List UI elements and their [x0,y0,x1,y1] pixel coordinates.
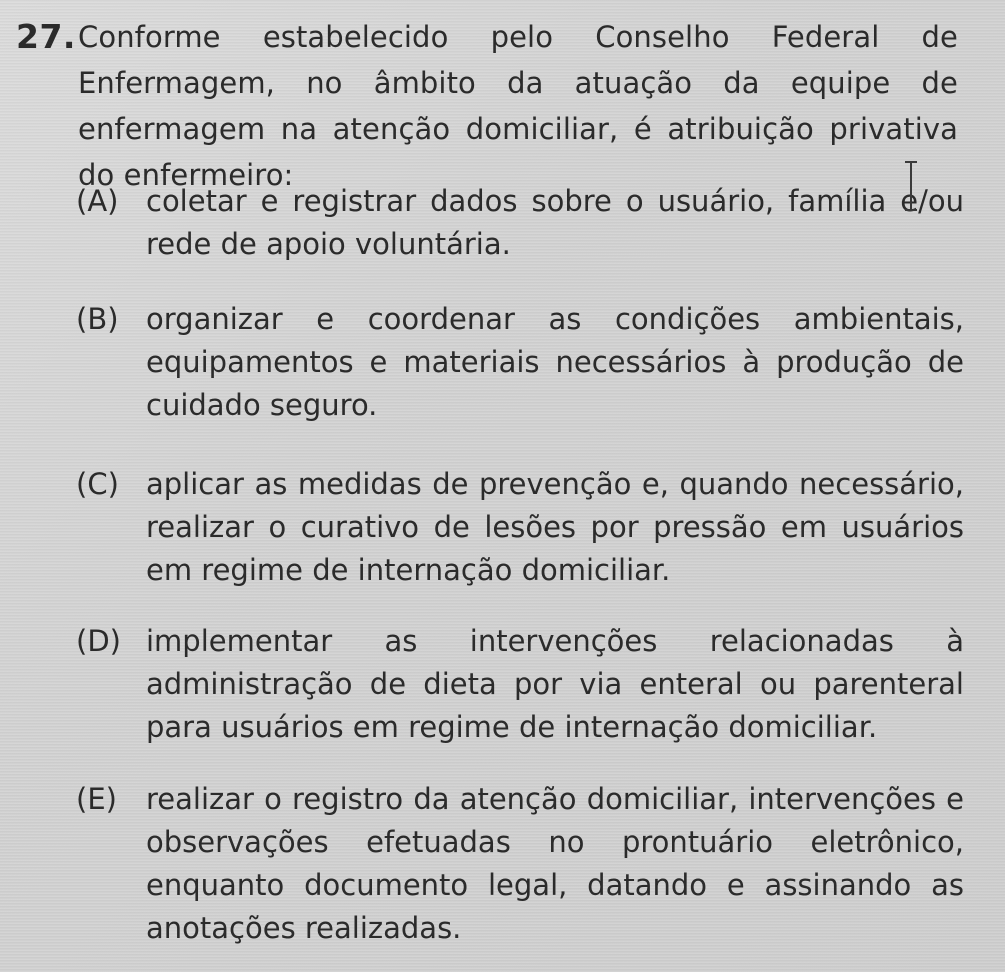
option-b[interactable] [76,298,966,427]
option-text: coletar e registrar dados sobre o usuário, família e/ou rede de apoio voluntária. [146,184,964,261]
option-text: realizar o registro da atenção domiciliar, intervenções e observações efetuadas no prontuário eletrônico, enquanto documento legal, datando e assinando as anotações realizadas. [146,782,964,945]
option-letter: (B) [76,302,119,336]
question-number: 27. [16,17,76,56]
option-letter: (C) [76,467,119,501]
option-letter: (A) [76,184,119,218]
option-a[interactable] [76,180,966,266]
option-text: organizar e coordenar as condições ambientais, equipamentos e materiais necessários à produção de cuidado seguro. [146,302,964,422]
option-e[interactable] [76,778,966,950]
option-letter: (E) [76,782,117,816]
option-d[interactable] [76,620,966,749]
option-c[interactable] [76,463,966,592]
option-letter: (D) [76,624,121,658]
question-stem: Conforme estabelecido pelo Conselho Federal de Enfermagem, no âmbito da atuação da equipe de enfermagem na atenção domiciliar, é atribuição privativa do enfermeiro: [78,20,958,192]
question-block [16,14,976,198]
option-text: aplicar as medidas de prevenção e, quando necessário, realizar o curativo de lesões por pressão em usuários em regime de internação domiciliar. [146,467,964,587]
option-text: implementar as intervenções relacionadas à administração de dieta por via enteral ou parenteral para usuários em regime de internação domiciliar. [146,624,964,744]
text-cursor-icon [904,160,918,212]
